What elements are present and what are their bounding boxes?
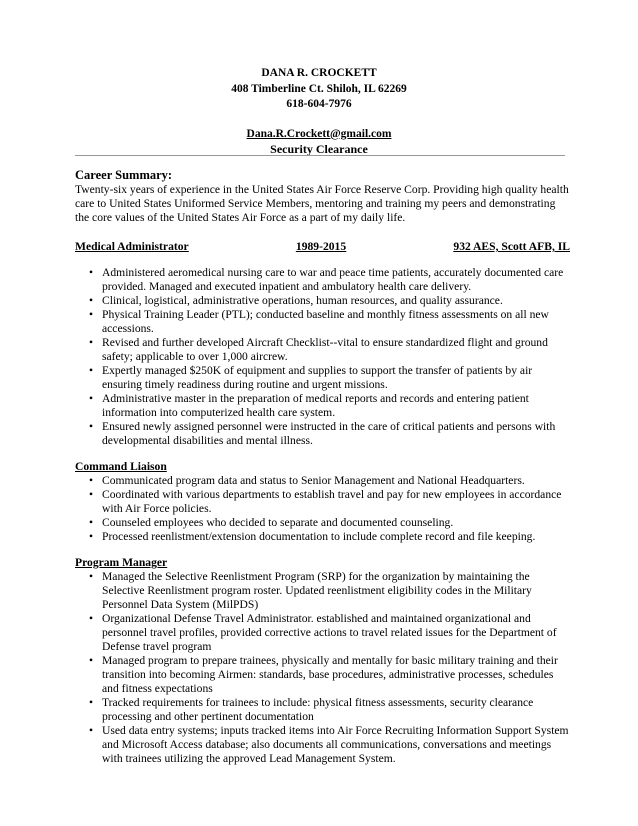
career-summary-text: Twenty-six years of experience in the United States Air Force Reserve Corp. Providing high quality health care to United States Uniformed Service Members, mentoring and training my peers and demonstrating the core values of the United States Air Force as a part of my daily life. xyxy=(75,183,569,224)
list-item: • Communicated program data and status to Senior Management and National Headquarters. xyxy=(75,474,570,488)
list-item: • Managed program to prepare trainees, physically and mentally for basic military training and their transition into becoming Airmen: standards, base procedures, administrative processes, schedules and fitness expectations xyxy=(75,654,570,696)
address: 408 Timberline Ct. Shiloh, IL 62269 xyxy=(231,82,407,95)
job-duties-list xyxy=(75,266,570,448)
list-item: • Counseled employees who decided to separate and documented counseling. xyxy=(75,516,570,530)
resume-body xyxy=(75,168,570,766)
list-item: • Expertly managed $250K of equipment and supplies to support the transfer of patients by air ensuring timely readiness during routine and urgent missions. xyxy=(75,364,570,392)
command-liaison-heading: Command Liaison xyxy=(75,460,167,473)
list-item: • Tracked requirements for trainees to include: physical fitness assessments, security clearance processing and other pertinent documentation xyxy=(75,696,570,724)
contact-header xyxy=(0,66,638,158)
job-location: 932 AES, Scott AFB, IL xyxy=(453,240,570,253)
job-heading xyxy=(75,240,570,254)
list-item: • Organizational Defense Travel Administrator. established and maintained organizational and personnel travel profiles, provided corrective actions to travel related issues for the Department of Defense travel program xyxy=(75,612,570,654)
program-manager-list xyxy=(75,570,570,766)
list-item: • Revised and further developed Aircraft Checklist--vital to ensure standardized flight and ground safety; applicable to over 1,000 aircrew. xyxy=(75,336,570,364)
candidate-name: DANA R. CROCKETT xyxy=(261,67,377,79)
command-liaison-list xyxy=(75,474,570,544)
list-item: • Coordinated with various departments to establish travel and pay for new employees in accordance with Air Force policies. xyxy=(75,488,570,516)
security-clearance: Security Clearance xyxy=(270,142,368,156)
list-item: • Processed reenlistment/extension documentation to include complete record and file keeping. xyxy=(75,530,570,544)
career-summary-heading: Career Summary: xyxy=(75,168,173,182)
list-item: • Administered aeromedical nursing care to war and peace time patients, accurately documented care provided. Managed and executed inpatient and ambulatory health care delivery. xyxy=(75,266,570,294)
header-divider xyxy=(75,155,565,156)
email-link[interactable]: Dana.R.Crockett@gmail.com xyxy=(246,127,392,140)
list-item: • Clinical, logistical, administrative operations, human resources, and quality assurance. xyxy=(75,294,570,308)
program-manager-heading: Program Manager xyxy=(75,556,168,569)
phone: 618-604-7976 xyxy=(286,98,352,110)
list-item: • Used data entry systems; inputs tracked items into Air Force Recruiting Information Support System and Microsoft Access database; also documents all communications, conversations and meetings with trainees utilizing the approved Lead Management System. xyxy=(75,724,570,766)
job-years: 1989-2015 xyxy=(295,240,347,253)
list-item: • Physical Training Leader (PTL); conducted baseline and monthly fitness assessments on all new accessions. xyxy=(75,308,570,336)
list-item: • Ensured newly assigned personnel were instructed in the care of critical patients and persons with developmental disabilities and mental illness. xyxy=(75,420,570,448)
list-item: • Administrative master in the preparation of medical reports and records and entering patient information into computerized health care system. xyxy=(75,392,570,420)
job-title: Medical Administrator xyxy=(75,240,189,253)
list-item: • Managed the Selective Reenlistment Program (SRP) for the organization by maintaining the Selective Reenlistment program roster. Updated reenlistment eligibility codes in the Military Personnel Data System (MilPDS) xyxy=(75,570,570,612)
